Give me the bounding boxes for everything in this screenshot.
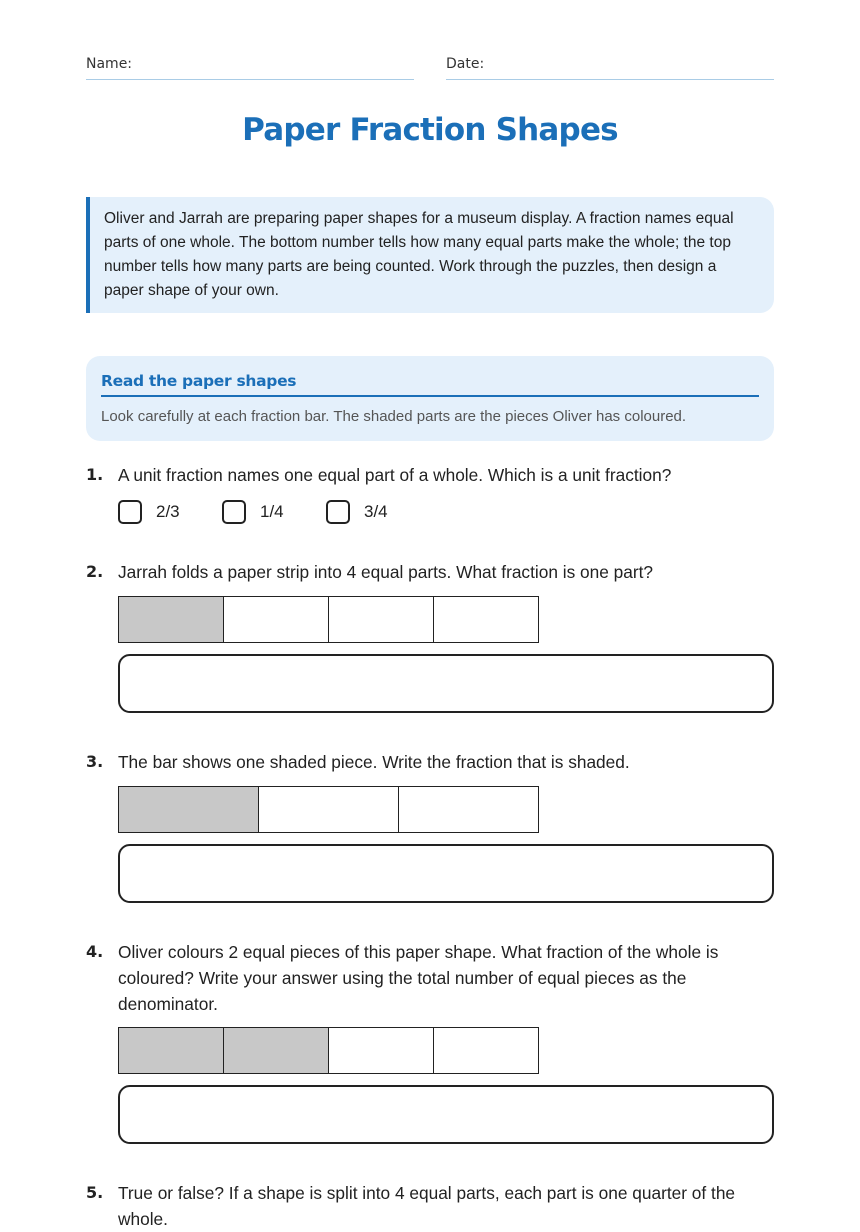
fraction-bar (118, 786, 539, 833)
question-text: Oliver colours 2 equal pieces of this paper shape. What fraction of the whole is coloured? Write your answer using the total number of equal pieces as the denominator. (118, 942, 719, 1014)
section-panel (86, 356, 774, 441)
question-text: True or false? If a shape is split into 4 equal parts, each part is one quarter of the whole. (118, 1183, 736, 1229)
unshaded-part (434, 1028, 538, 1073)
unshaded-part (329, 1028, 434, 1073)
fraction-bar (118, 1027, 539, 1074)
checkbox[interactable] (326, 500, 350, 524)
name-label: Name: (86, 56, 133, 72)
section-subtitle: Look carefully at each fraction bar. The shaded parts are the pieces Oliver has coloured. (101, 408, 687, 425)
question-text: The bar shows one shaded piece. Write the fraction that is shaded. (118, 752, 630, 772)
option-label: 1/4 (260, 502, 284, 521)
unshaded-part (434, 597, 538, 642)
date-field[interactable] (446, 52, 774, 80)
intro-panel: Oliver and Jarrah are preparing paper shapes for a museum display. A fraction names equal parts of one whole. The bottom number tells how many equal parts make the whole; the top number tells how many parts are being counted. Work through the puzzles, then design a paper shape of your own. (86, 197, 774, 313)
question-number: 1. (86, 465, 104, 484)
checkbox[interactable] (222, 500, 246, 524)
answer-box[interactable] (118, 1085, 774, 1144)
date-label: Date: (446, 56, 485, 72)
option-label: 2/3 (156, 502, 180, 521)
name-field[interactable] (86, 52, 414, 80)
unshaded-part (224, 597, 329, 642)
answer-box[interactable] (118, 654, 774, 713)
shaded-part (224, 1028, 329, 1073)
question-text: A unit fraction names one equal part of a whole. Which is a unit fraction? (118, 465, 672, 485)
unshaded-part (259, 787, 399, 832)
question-number: 3. (86, 752, 104, 771)
question-number: 2. (86, 562, 104, 581)
name-date-row (86, 52, 774, 80)
checkbox[interactable] (118, 500, 142, 524)
shaded-part (119, 1028, 224, 1073)
option-label: 3/4 (364, 502, 388, 521)
question-number: 5. (86, 1183, 104, 1202)
unshaded-part (329, 597, 434, 642)
unshaded-part (399, 787, 538, 832)
question-text: Jarrah folds a paper strip into 4 equal parts. What fraction is one part? (118, 562, 654, 582)
fraction-bar (118, 596, 539, 643)
shaded-part (119, 787, 259, 832)
shaded-part (119, 597, 224, 642)
answer-box[interactable] (118, 844, 774, 903)
section-title: Read the paper shapes (101, 372, 759, 397)
page-title: Paper Fraction Shapes (242, 112, 618, 148)
question-number: 4. (86, 942, 104, 961)
